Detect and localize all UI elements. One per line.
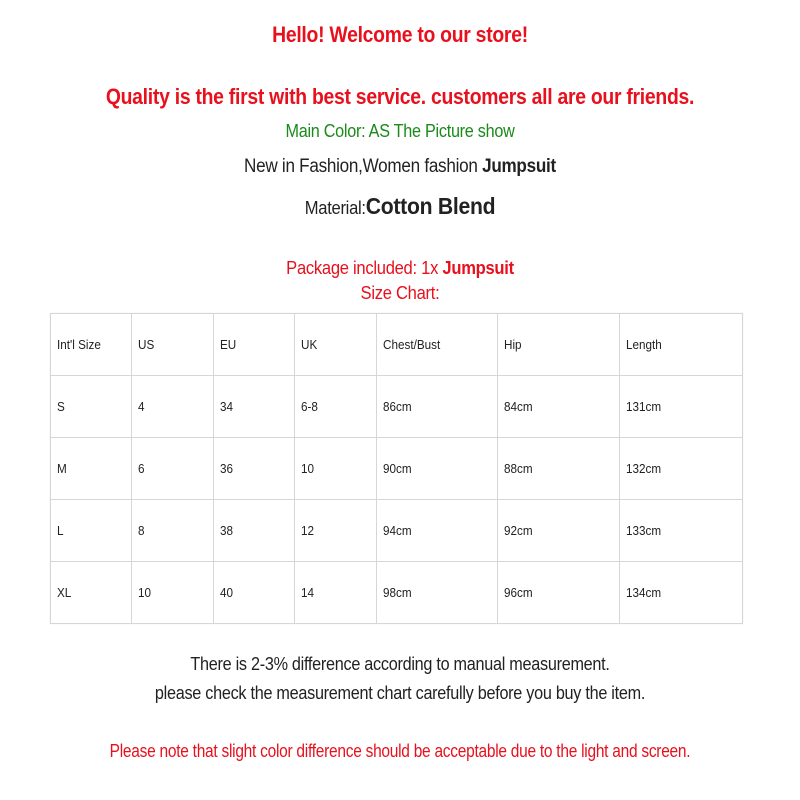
table-header-cell: US	[132, 314, 214, 376]
size-chart-table	[50, 313, 743, 624]
table-row	[51, 500, 743, 562]
table-cell: 34	[214, 376, 295, 438]
table-cell: L	[51, 500, 132, 562]
welcome-heading: Hello! Welcome to our store!	[272, 22, 528, 47]
main-color-text: Main Color: AS The Picture show	[285, 121, 515, 141]
table-cell: 4	[132, 376, 214, 438]
package-line	[32, 258, 768, 279]
table-header-cell: Length	[620, 314, 743, 376]
table-cell: 10	[295, 438, 377, 500]
table-cell: 6	[132, 438, 214, 500]
table-cell: 133cm	[620, 500, 743, 562]
table-cell: XL	[51, 562, 132, 624]
table-header-row	[51, 314, 743, 376]
table-cell: 84cm	[498, 376, 620, 438]
table-cell: S	[51, 376, 132, 438]
table-cell: 86cm	[377, 376, 498, 438]
table-row	[51, 562, 743, 624]
table-header-cell: EU	[214, 314, 295, 376]
table-row	[51, 438, 743, 500]
material-line	[32, 193, 768, 220]
product-type: Jumpsuit	[482, 156, 556, 177]
package-item: Jumpsuit	[442, 258, 514, 278]
package-label: Package included: 1x	[286, 258, 443, 278]
table-cell: 36	[214, 438, 295, 500]
table-row	[51, 376, 743, 438]
table-cell: 88cm	[498, 438, 620, 500]
table-cell: 94cm	[377, 500, 498, 562]
material-label: Material:	[304, 198, 366, 218]
table-cell: 131cm	[620, 376, 743, 438]
table-cell: 14	[295, 562, 377, 624]
table-cell: 96cm	[498, 562, 620, 624]
table-cell: 92cm	[498, 500, 620, 562]
table-cell: M	[51, 438, 132, 500]
table-cell: 6-8	[295, 376, 377, 438]
product-description-prefix: New in Fashion,Women fashion	[244, 156, 483, 177]
material-value: Cotton Blend	[365, 193, 496, 219]
table-cell: 90cm	[377, 438, 498, 500]
table-cell: 132cm	[620, 438, 743, 500]
table-header-cell: Chest/Bust	[377, 314, 498, 376]
table-header-cell: Int'l Size	[51, 314, 132, 376]
table-cell: 134cm	[620, 562, 743, 624]
table-cell: 8	[132, 500, 214, 562]
table-cell: 10	[132, 562, 214, 624]
size-chart-title: Size Chart:	[360, 283, 440, 303]
quality-slogan: Quality is the first with best service. customers all are our friends.	[105, 84, 695, 109]
table-cell: 38	[214, 500, 295, 562]
product-description	[40, 156, 760, 178]
table-header-cell: Hip	[498, 314, 620, 376]
measurement-check-note: please check the measurement chart carefully before you buy the item.	[154, 683, 646, 703]
measurement-difference-note: There is 2-3% difference according to manual measurement.	[190, 654, 610, 674]
color-difference-note: Please note that slight color difference should be acceptable due to the light and screen.	[109, 741, 691, 761]
table-cell: 40	[214, 562, 295, 624]
table-cell: 12	[295, 500, 377, 562]
table-header-cell: UK	[295, 314, 377, 376]
table-cell: 98cm	[377, 562, 498, 624]
